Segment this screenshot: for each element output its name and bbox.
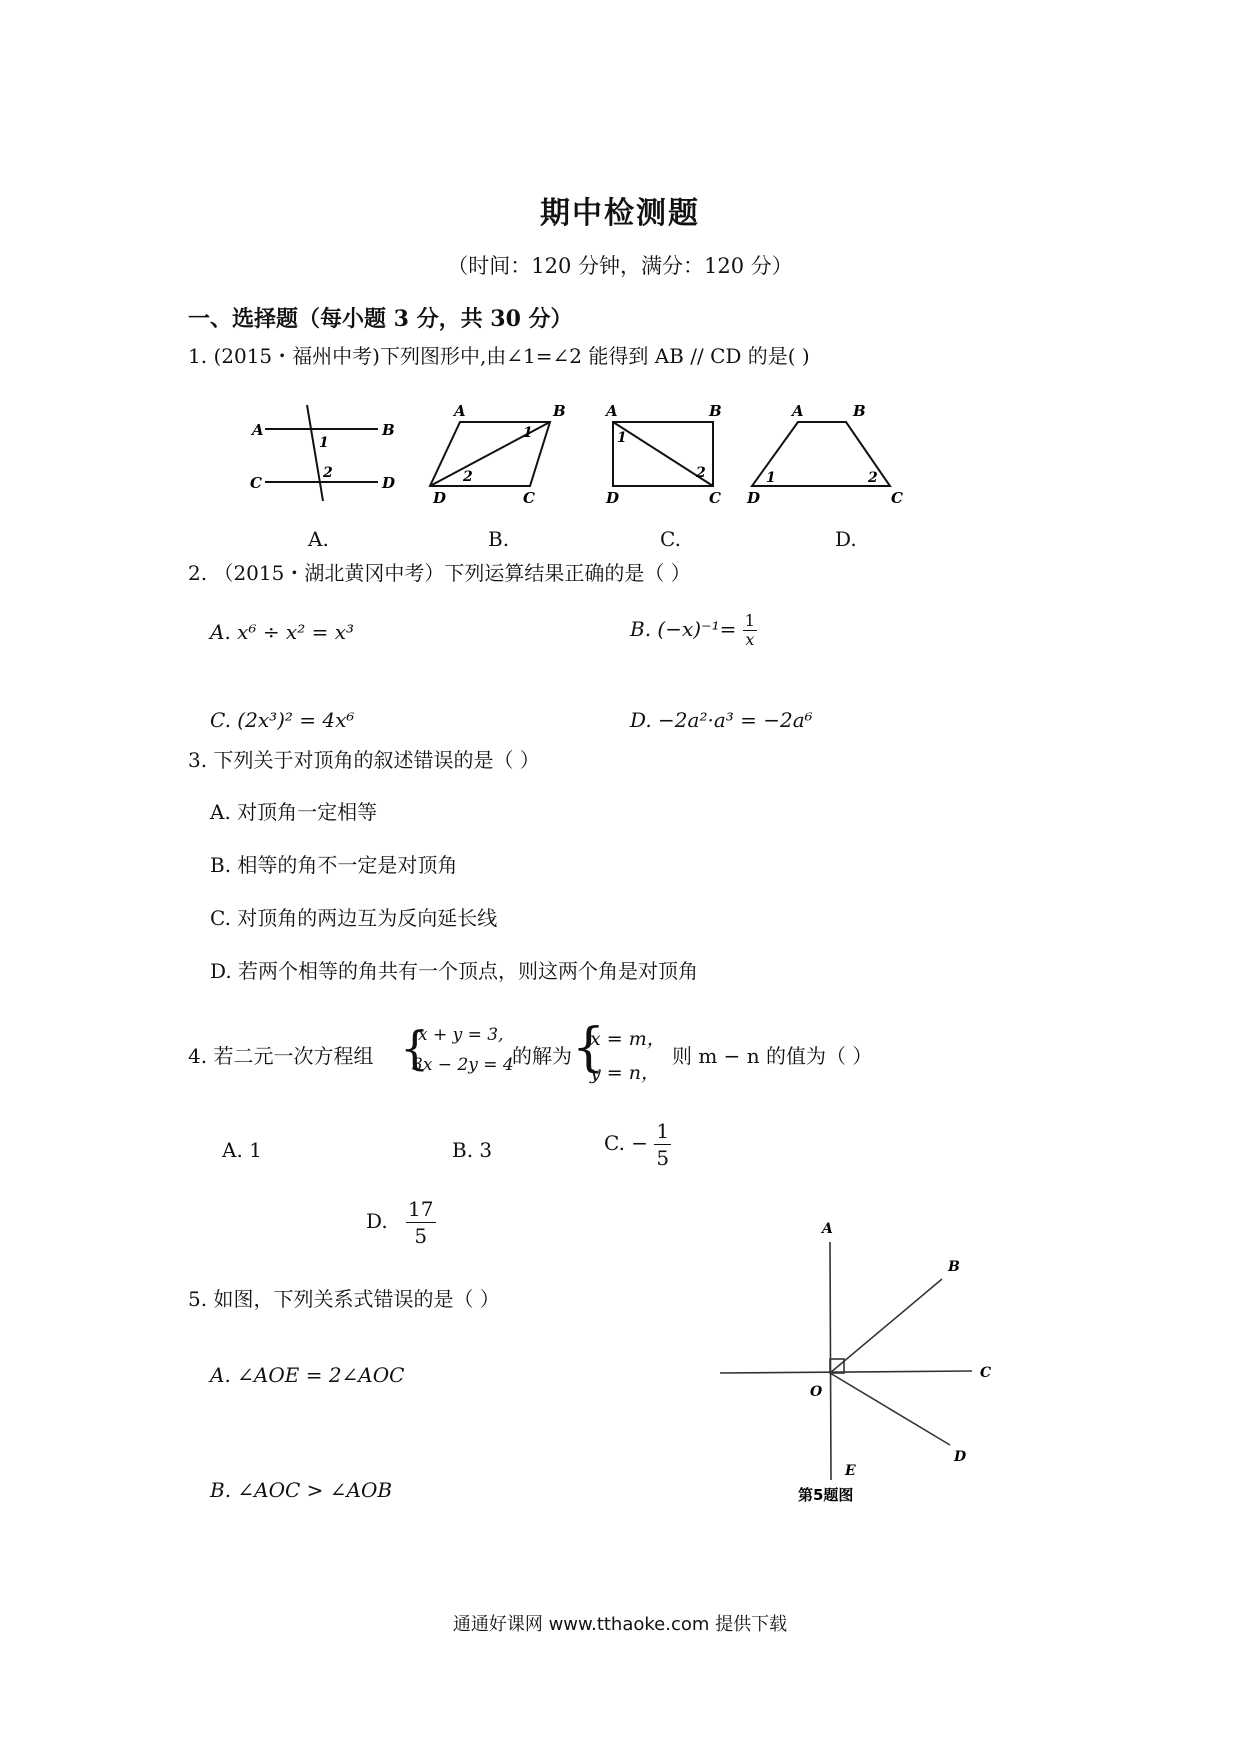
- label-5-D: D: [954, 1449, 967, 1465]
- q4-system-brace: {: [400, 1021, 430, 1075]
- q4-equation-2: 3x − 2y = 4: [412, 1055, 514, 1075]
- q4-option-d-prefix: D.: [366, 1209, 388, 1233]
- label-a-1: 1: [319, 435, 329, 451]
- q2-option-b-fraction: [743, 612, 757, 649]
- question-5-text: 5. 如图，下列关系式错误的是（ ）: [188, 1287, 500, 1311]
- q2-option-b-left: B. (−x)⁻¹=: [630, 617, 737, 641]
- q4-option-b: B. 3: [452, 1138, 493, 1162]
- q3-option-c: C. 对顶角的两边互为反向延长线: [210, 906, 498, 930]
- section-heading-choice: 一、选择题（每小题 3 分，共 30 分）: [188, 306, 573, 332]
- label-d-C: C: [891, 489, 903, 507]
- q4-suffix: 则 m − n 的值为（ ）: [672, 1044, 873, 1068]
- question-1-text: 1. (2015・福州中考)下列图形中,由∠1=∠2 能得到 AB // CD 的是( ): [188, 344, 810, 368]
- label-c-D: D: [606, 489, 620, 507]
- label-d-2: 2: [868, 470, 878, 486]
- figure-b: [430, 402, 566, 507]
- question-5-figure: [700, 1205, 1020, 1525]
- label-a-D: D: [382, 474, 396, 492]
- figure-label-b: B.: [488, 527, 510, 551]
- label-d-A: A: [792, 402, 804, 420]
- label-d-D: D: [747, 489, 761, 507]
- q4-option-c-prefix: C. −: [604, 1131, 649, 1155]
- q4-solution-2: y = n，: [590, 1062, 660, 1084]
- q4-middle: 的解为: [512, 1044, 572, 1068]
- q5-figure-caption: 第5题图: [798, 1486, 854, 1504]
- figure-c: [604, 402, 722, 507]
- label-a-2: 2: [323, 465, 333, 481]
- label-c-2: 2: [696, 465, 706, 481]
- figure-d: [746, 402, 903, 507]
- q2-option-b: [630, 612, 757, 649]
- label-5-C: C: [980, 1365, 992, 1381]
- q2-option-b-den: x: [745, 630, 755, 649]
- label-b-C: C: [523, 489, 535, 507]
- label-a-B: B: [382, 421, 395, 439]
- label-b-D: D: [433, 489, 447, 507]
- q4-solution-1: x = m，: [590, 1028, 666, 1050]
- q4-equation-1: x + y = 3,: [418, 1025, 504, 1045]
- q5-option-b: B. ∠AOC > ∠AOB: [210, 1478, 393, 1502]
- q2-option-c: C. (2x³)² = 4x⁶: [210, 708, 355, 732]
- label-a-C: C: [250, 474, 262, 492]
- label-5-E: E: [845, 1463, 856, 1479]
- q4-option-c-den: 5: [656, 1146, 670, 1170]
- label-5-A: A: [822, 1221, 833, 1237]
- q3-option-a: A. 对顶角一定相等: [210, 800, 378, 824]
- q4-option-d: [366, 1196, 436, 1249]
- label-5-B: B: [948, 1259, 960, 1275]
- question-2-text: 2. （2015・湖北黄冈中考）下列运算结果正确的是（ ）: [188, 561, 691, 585]
- q2-option-b-num: 1: [744, 611, 755, 630]
- label-b-A: A: [454, 402, 466, 420]
- label-b-1: 1: [523, 425, 533, 441]
- figure-label-d: D.: [835, 527, 857, 551]
- q4-option-d-den: 5: [414, 1224, 428, 1248]
- q4-option-d-fraction: [406, 1196, 435, 1249]
- q4-option-c-fraction: [654, 1118, 671, 1171]
- label-b-2: 2: [463, 469, 473, 485]
- figure-label-c: C.: [660, 527, 681, 551]
- label-d-B: B: [853, 402, 866, 420]
- q2-option-d: D. −2a²·a³ = −2a⁶: [630, 708, 813, 732]
- question-1-figures: [240, 395, 940, 515]
- q4-solution-brace: {: [572, 1018, 606, 1078]
- label-5-O: O: [810, 1384, 823, 1400]
- exam-info: （时间：120 分钟，满分：120 分）: [447, 254, 793, 278]
- q4-option-d-num: 17: [408, 1197, 434, 1221]
- label-c-A: A: [606, 402, 618, 420]
- q3-option-b: B. 相等的角不一定是对顶角: [210, 853, 458, 877]
- label-b-B: B: [553, 402, 566, 420]
- label-c-B: B: [709, 402, 722, 420]
- page-title: 期中检测题: [540, 196, 700, 231]
- label-d-1: 1: [766, 470, 776, 486]
- footer-source: 通通好课网 www.tthaoke.com 提供下载: [452, 1614, 788, 1635]
- question-3-text: 3. 下列关于对顶角的叙述错误的是（ ）: [188, 748, 540, 772]
- q2-option-a: A. x⁶ ÷ x² = x³: [210, 620, 354, 644]
- figure-a: [250, 405, 395, 501]
- q4-option-c-num: 1: [656, 1119, 670, 1143]
- q3-option-d: D. 若两个相等的角共有一个顶点，则这两个角是对顶角: [210, 959, 699, 983]
- label-c-1: 1: [617, 430, 627, 446]
- question-4-prefix: 4. 若二元一次方程组: [188, 1044, 374, 1068]
- figure-label-a: A.: [308, 527, 329, 551]
- q5-option-a: A. ∠AOE = 2∠AOC: [210, 1363, 405, 1387]
- label-a-A: A: [252, 421, 264, 439]
- q4-option-c: [604, 1118, 671, 1171]
- q4-option-a: A. 1: [222, 1138, 262, 1162]
- label-c-C: C: [709, 489, 721, 507]
